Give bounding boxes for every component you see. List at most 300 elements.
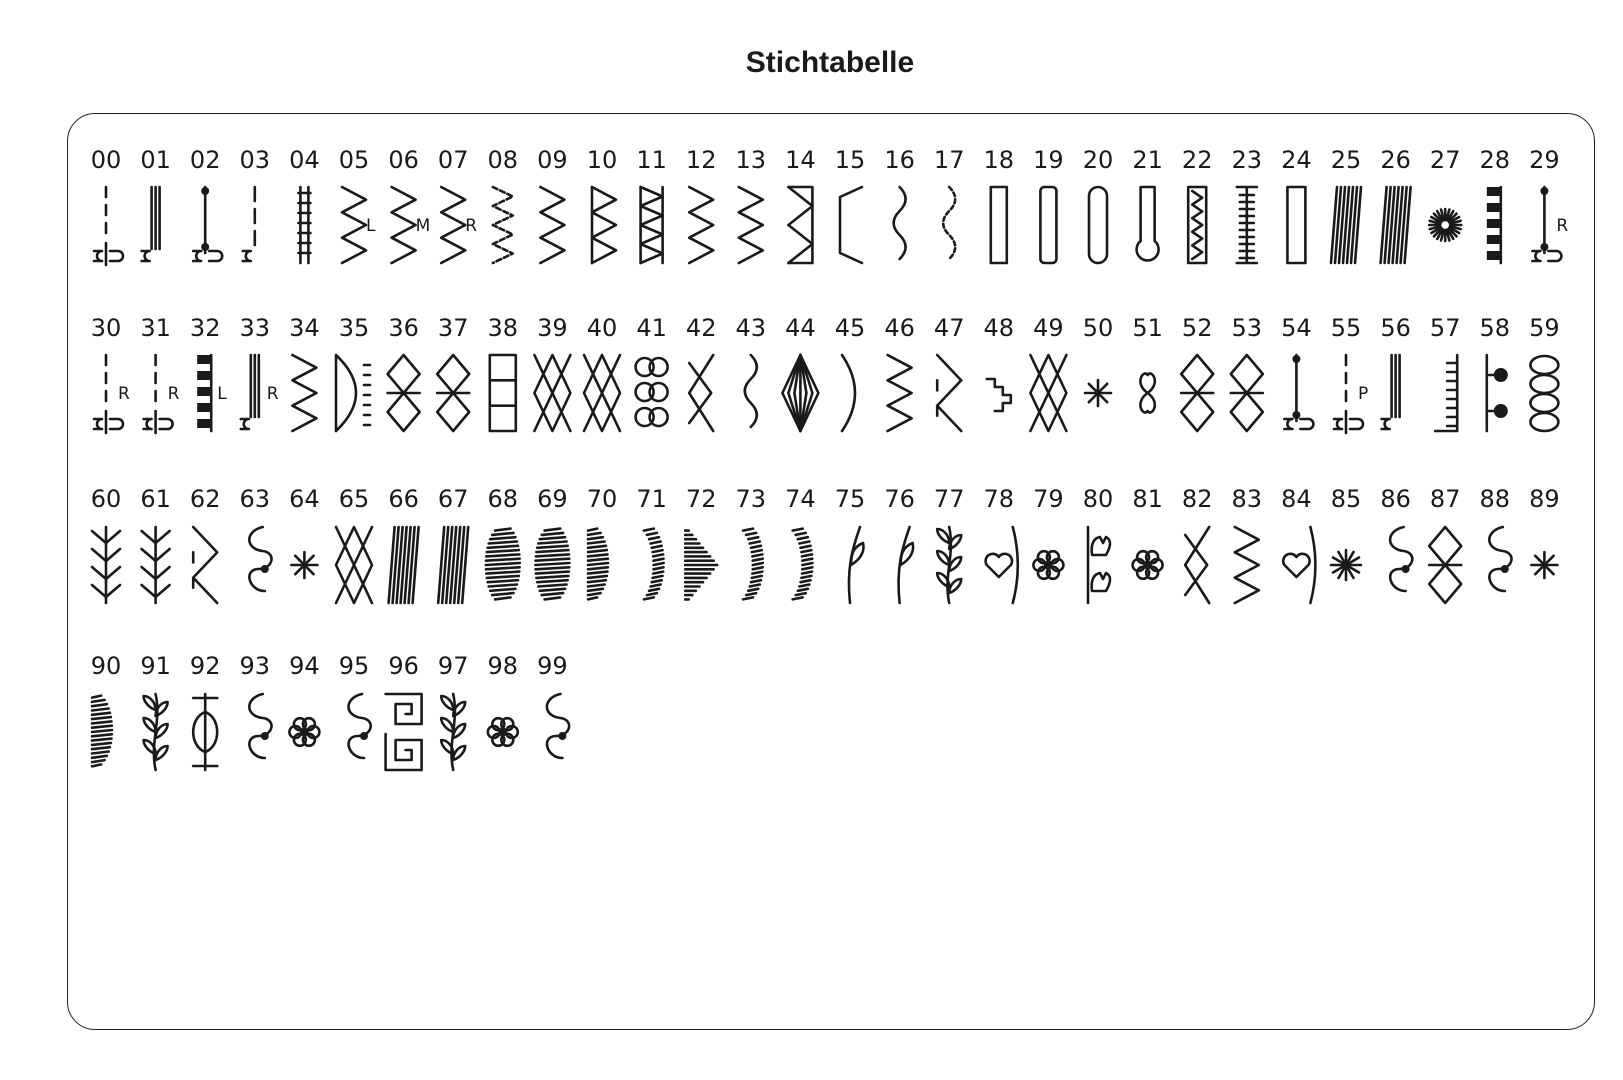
stitch-54 xyxy=(1281,314,1313,429)
stitch-57 xyxy=(1430,314,1461,431)
diamond-stitch-icon xyxy=(1231,355,1263,431)
stitch-17 xyxy=(934,146,965,259)
leaf-stitch-icon xyxy=(899,527,914,603)
stitch-number: 47 xyxy=(933,314,965,342)
star-stitch-icon xyxy=(1085,380,1111,406)
buttonhole-square-icon xyxy=(991,187,1007,263)
stitch-number: 66 xyxy=(388,485,419,513)
stitch-27 xyxy=(1429,146,1461,241)
stitch-number: 65 xyxy=(338,485,370,513)
zigzag-stitch-icon xyxy=(888,355,912,431)
stitch-number: 19 xyxy=(1033,146,1064,174)
stitch-13 xyxy=(736,146,767,263)
stitch-position-letter: L xyxy=(217,384,227,404)
stitch-number: 55 xyxy=(1330,314,1362,342)
stitch-06 xyxy=(388,146,430,263)
vine-stitch-icon xyxy=(441,694,465,770)
stitch-number: 84 xyxy=(1281,485,1312,513)
stitch-number: 04 xyxy=(289,146,320,174)
ball-stitch-icon xyxy=(1487,355,1508,431)
comb-stitch-icon xyxy=(1435,355,1457,431)
stitch-00 xyxy=(91,146,123,265)
stitch-number: 61 xyxy=(140,485,171,513)
stitch-number: 82 xyxy=(1181,485,1213,513)
buttonhole-oval-icon xyxy=(1089,187,1107,263)
zigzag-stitch-icon xyxy=(441,187,465,263)
satin-stitch-icon xyxy=(1381,187,1411,263)
eyelet-stitch-icon xyxy=(1429,209,1461,241)
stitch-number: 00 xyxy=(90,146,122,174)
stitch-16 xyxy=(884,146,915,259)
stitch-number: 72 xyxy=(685,485,717,513)
stitch-number: 87 xyxy=(1429,485,1461,513)
scallop-stitch-icon xyxy=(336,355,370,431)
tulip-stitch-icon xyxy=(1088,527,1110,603)
stitch-93 xyxy=(240,652,272,758)
block-stitch-icon xyxy=(197,355,211,431)
stitch-number: 29 xyxy=(1529,146,1560,174)
zigzag-stitch-icon xyxy=(1235,527,1259,603)
dotted-wave-stitch-icon xyxy=(943,187,955,259)
cross-hatch-stitch-icon xyxy=(336,527,372,603)
buttonhole-plain-icon xyxy=(1287,187,1305,263)
straight-stitch-triple-icon xyxy=(142,187,160,261)
stitch-55 xyxy=(1331,314,1369,433)
stitch-26 xyxy=(1380,146,1411,263)
stitch-70 xyxy=(587,485,618,599)
stitch-90 xyxy=(91,652,122,766)
stitch-position-letter: R xyxy=(1556,216,1569,236)
scroll-stitch-icon xyxy=(1489,527,1511,591)
stitch-28 xyxy=(1480,146,1511,263)
stitch-85 xyxy=(1331,485,1362,580)
heart-stitch-icon xyxy=(1283,527,1315,603)
multi-zigzag-icon xyxy=(493,187,513,263)
stitch-39 xyxy=(534,314,570,431)
stitch-51 xyxy=(1132,314,1163,412)
scroll-stitch-icon xyxy=(249,527,271,591)
stitch-69 xyxy=(535,485,569,599)
figure-eight-stitch-icon xyxy=(1140,374,1154,413)
stitch-83 xyxy=(1232,485,1263,603)
stitch-number: 74 xyxy=(785,485,816,513)
stitch-66 xyxy=(388,485,419,603)
stitch-number: 11 xyxy=(636,146,667,174)
stitch-number: 98 xyxy=(487,652,519,680)
stitch-68 xyxy=(486,485,520,599)
stitch-number: 15 xyxy=(834,146,866,174)
stitch-number: 59 xyxy=(1529,314,1560,342)
stitch-number: 05 xyxy=(338,146,370,174)
stitch-number: 92 xyxy=(189,652,221,680)
stitch-number: 95 xyxy=(338,652,370,680)
stitch-08 xyxy=(488,146,519,263)
stitch-number: 37 xyxy=(437,314,469,342)
stitch-number: 33 xyxy=(239,314,271,342)
stitch-23 xyxy=(1232,146,1263,263)
stitch-number: 81 xyxy=(1132,485,1163,513)
block-stitch-icon xyxy=(1487,187,1501,263)
zigzag-stitch-icon xyxy=(392,187,416,263)
stitch-number: 57 xyxy=(1429,314,1461,342)
stitch-31 xyxy=(140,314,179,433)
stitch-number: 83 xyxy=(1231,485,1263,513)
stitch-87 xyxy=(1429,485,1461,603)
stitch-37 xyxy=(437,314,469,431)
page-title: Stichtabelle xyxy=(745,46,915,79)
stitch-41 xyxy=(636,314,668,426)
zigzag-stitch-icon xyxy=(739,187,763,263)
stitch-65 xyxy=(336,485,372,603)
star-stitch-icon xyxy=(1531,552,1557,578)
stitch-number: 94 xyxy=(289,652,320,680)
arrow-stitch-icon xyxy=(689,355,713,431)
stitch-number: 77 xyxy=(933,485,965,513)
stitch-position-letter: R xyxy=(118,384,130,404)
stitch-98 xyxy=(488,652,519,746)
stitch-91 xyxy=(140,652,171,770)
stitch-94 xyxy=(289,652,320,746)
stitch-18 xyxy=(984,146,1015,263)
stitch-number: 46 xyxy=(884,314,915,342)
stitch-number: 24 xyxy=(1281,146,1312,174)
stitch-number: 70 xyxy=(586,485,618,513)
stitch-number: 51 xyxy=(1132,314,1163,342)
stitch-03 xyxy=(240,146,271,261)
stitch-15 xyxy=(835,146,866,263)
stitch-42 xyxy=(686,314,717,431)
stitch-24 xyxy=(1281,146,1312,263)
straight-stitch-triple-icon xyxy=(1382,355,1400,429)
stitch-21 xyxy=(1132,146,1163,260)
stitch-number: 96 xyxy=(388,652,419,680)
greek-key-stitch-icon xyxy=(386,694,422,770)
flower-stitch-icon xyxy=(289,718,319,746)
stitch-29 xyxy=(1529,146,1568,261)
stitch-14 xyxy=(785,146,816,263)
ladder-stitch-icon xyxy=(490,355,516,431)
heart-stitch-icon xyxy=(986,527,1018,603)
stitch-76 xyxy=(884,485,915,603)
stitch-67 xyxy=(438,485,469,603)
fan-stitch-icon xyxy=(782,355,818,431)
stitch-number: 75 xyxy=(834,485,866,513)
stitch-number: 03 xyxy=(239,146,271,174)
straight-stitch-long-icon xyxy=(243,187,255,261)
stitch-position-letter: M xyxy=(415,216,431,236)
star-stitch-icon xyxy=(291,552,317,578)
straight-stitch-stretch-icon xyxy=(298,187,310,263)
stitch-78 xyxy=(984,485,1018,603)
stitch-number: 58 xyxy=(1479,314,1511,342)
stitch-32 xyxy=(190,314,227,431)
stitch-73 xyxy=(736,485,767,599)
scroll-stitch-icon xyxy=(249,694,271,758)
stitch-60 xyxy=(91,485,122,603)
zigzag-stitch-icon xyxy=(540,187,564,263)
stitch-number: 31 xyxy=(140,314,171,342)
stitch-number: 23 xyxy=(1231,146,1263,174)
stitch-number: 50 xyxy=(1082,314,1114,342)
stitch-number: 01 xyxy=(140,146,171,174)
stitch-09 xyxy=(537,146,568,263)
stitch-56 xyxy=(1380,314,1411,429)
stitch-30 xyxy=(91,314,130,433)
stitch-position-letter: L xyxy=(366,216,376,236)
stitch-position-letter: P xyxy=(1358,384,1369,404)
stitch-number: 30 xyxy=(90,314,122,342)
straight-stitch-left-icon xyxy=(94,187,123,265)
stitch-number: 69 xyxy=(537,485,568,513)
stitch-53 xyxy=(1231,314,1263,431)
stitch-number: 39 xyxy=(537,314,568,342)
stitch-95 xyxy=(339,652,371,758)
diamond-stitch-icon xyxy=(1181,355,1213,431)
stitch-02 xyxy=(190,146,222,261)
loop-stitch-icon xyxy=(1530,356,1558,431)
stitch-number: 99 xyxy=(537,652,568,680)
stitch-number: 76 xyxy=(884,485,915,513)
stitch-80 xyxy=(1083,485,1114,603)
stitch-11 xyxy=(636,146,667,263)
buttonhole-keyhole-icon xyxy=(1137,187,1159,260)
stitch-34 xyxy=(289,314,320,431)
stitch-number: 68 xyxy=(487,485,519,513)
stitch-19 xyxy=(1033,146,1064,263)
stitch-96 xyxy=(386,652,422,770)
stitch-50 xyxy=(1083,314,1114,406)
ornament-stitch-icon xyxy=(193,694,217,770)
stitch-number: 14 xyxy=(785,146,816,174)
stitch-25 xyxy=(1331,146,1362,263)
stitch-number: 52 xyxy=(1181,314,1213,342)
stitch-81 xyxy=(1132,485,1163,579)
stitch-position-letter: R xyxy=(266,384,279,404)
stitch-number: 26 xyxy=(1380,146,1411,174)
stitch-number: 21 xyxy=(1132,146,1163,174)
stitch-75 xyxy=(835,485,866,603)
stitch-07 xyxy=(438,146,477,263)
stitch-number: 62 xyxy=(189,485,221,513)
stitch-number: 38 xyxy=(487,314,519,342)
zigzag-stitch-icon xyxy=(689,187,713,263)
scroll-stitch-icon xyxy=(547,694,569,758)
stitch-number: 28 xyxy=(1479,146,1511,174)
stitch-number: 89 xyxy=(1529,485,1560,513)
stitch-number: 20 xyxy=(1082,146,1114,174)
stitch-05 xyxy=(339,146,376,263)
flower-stitch-icon xyxy=(488,718,518,746)
step-stitch-icon xyxy=(987,379,1011,411)
stitch-number: 79 xyxy=(1033,485,1064,513)
stitch-46 xyxy=(884,314,915,431)
stitch-number: 40 xyxy=(586,314,618,342)
stitch-49 xyxy=(1030,314,1066,431)
stitch-89 xyxy=(1529,485,1560,578)
stitch-number: 91 xyxy=(140,652,171,680)
cross-hatch-stitch-icon xyxy=(584,355,620,431)
stitch-number: 78 xyxy=(983,485,1015,513)
satin-stitch-icon xyxy=(438,527,468,603)
cross-hatch-stitch-icon xyxy=(1030,355,1066,431)
overcast-stitch-icon xyxy=(788,187,812,263)
stitch-88 xyxy=(1480,485,1512,591)
stitch-number: 10 xyxy=(586,146,618,174)
wave-stitch-icon xyxy=(894,187,906,259)
stitch-number: 71 xyxy=(636,485,667,513)
stitch-82 xyxy=(1182,485,1213,603)
stitch-04 xyxy=(289,146,320,263)
satin-crescent-stitch-icon xyxy=(743,529,763,600)
buttonhole-round-icon xyxy=(1040,187,1056,263)
stitch-number: 93 xyxy=(239,652,271,680)
stitch-number: 67 xyxy=(437,485,469,513)
stitch-35 xyxy=(336,314,370,431)
stitch-number: 16 xyxy=(884,146,915,174)
leaf-stitch-icon xyxy=(849,527,864,603)
stitch-86 xyxy=(1380,485,1412,591)
satin-crescent-stitch-icon xyxy=(793,529,813,600)
stitch-number: 44 xyxy=(785,314,816,342)
vine-stitch-icon xyxy=(144,694,168,770)
stitch-59 xyxy=(1529,314,1560,431)
satin-half-moon-stitch-icon xyxy=(588,529,608,600)
satin-stitch-icon xyxy=(389,527,419,603)
stitch-79 xyxy=(1033,485,1064,579)
stitch-number: 07 xyxy=(437,146,469,174)
chevron-stitch-icon xyxy=(937,355,961,431)
satin-oval-stitch-icon xyxy=(535,529,569,600)
satin-crescent-stitch-icon xyxy=(644,529,664,600)
stitch-number: 13 xyxy=(735,146,767,174)
flower-stitch-icon xyxy=(1033,551,1063,579)
stitch-number: 02 xyxy=(189,146,221,174)
wave-stitch-icon xyxy=(745,355,757,427)
stitch-number: 36 xyxy=(388,314,419,342)
straight-stitch-triple-icon xyxy=(241,355,259,429)
stitch-47 xyxy=(934,314,965,431)
flower-stitch-icon xyxy=(1133,551,1163,579)
stitch-number: 88 xyxy=(1479,485,1511,513)
satin-stitch-icon xyxy=(1331,187,1361,263)
stitch-61 xyxy=(140,485,171,603)
stitch-number: 45 xyxy=(834,314,866,342)
overlock-stitch-icon xyxy=(592,187,616,263)
stitch-77 xyxy=(934,485,965,603)
satin-half-moon-stitch-icon xyxy=(92,696,112,767)
stitch-number: 22 xyxy=(1181,146,1213,174)
straight-stitch-center-icon xyxy=(1284,355,1313,429)
stitch-22 xyxy=(1182,146,1213,263)
stitch-62 xyxy=(190,485,221,603)
stitch-92 xyxy=(190,652,221,770)
stitch-38 xyxy=(488,314,519,431)
diamond-stitch-icon xyxy=(388,355,420,431)
stitch-64 xyxy=(289,485,320,578)
straight-stitch-center-icon xyxy=(193,187,222,261)
cross-hatch-stitch-icon xyxy=(534,355,570,431)
zigzag-stitch-icon xyxy=(292,355,316,431)
scroll-stitch-icon xyxy=(1390,527,1412,591)
bartack-stitch-icon xyxy=(1237,187,1257,263)
blind-hem-stitch-icon xyxy=(840,187,862,263)
stitch-number: 48 xyxy=(983,314,1015,342)
satin-triangle-stitch-icon xyxy=(685,531,717,600)
stitch-number: 43 xyxy=(735,314,767,342)
stitch-10 xyxy=(587,146,618,263)
stitch-number: 09 xyxy=(537,146,568,174)
stitch-number: 60 xyxy=(90,485,122,513)
stitch-number: 63 xyxy=(239,485,271,513)
stitch-number: 42 xyxy=(685,314,717,342)
stitch-number: 53 xyxy=(1231,314,1263,342)
feather-stitch-icon xyxy=(142,527,170,603)
stitch-72 xyxy=(685,485,717,599)
stitch-number: 06 xyxy=(388,146,419,174)
stitch-33 xyxy=(240,314,279,429)
stitch-position-letter: R xyxy=(167,384,180,404)
stitch-number: 49 xyxy=(1033,314,1064,342)
stitch-number: 34 xyxy=(289,314,320,342)
stitch-number: 41 xyxy=(636,314,667,342)
stitch-number: 27 xyxy=(1429,146,1461,174)
stitch-number: 32 xyxy=(189,314,221,342)
stitch-number: 80 xyxy=(1082,485,1114,513)
stitch-20 xyxy=(1083,146,1114,263)
stitch-number: 86 xyxy=(1380,485,1411,513)
stitch-45 xyxy=(835,314,866,431)
stitch-number: 25 xyxy=(1330,146,1362,174)
stitch-52 xyxy=(1181,314,1213,431)
stitch-84 xyxy=(1281,485,1315,603)
stitch-43 xyxy=(736,314,767,427)
stitch-number: 85 xyxy=(1330,485,1362,513)
stitch-97 xyxy=(438,652,469,770)
stitch-number: 12 xyxy=(685,146,717,174)
diamond-stitch-icon xyxy=(1429,527,1461,603)
stitch-number: 17 xyxy=(933,146,965,174)
stitch-63 xyxy=(240,485,272,591)
stitch-number: 97 xyxy=(437,652,469,680)
zigzag-stitch-icon xyxy=(342,187,366,263)
stitch-number: 73 xyxy=(735,485,767,513)
stitch-position-letter: R xyxy=(465,216,478,236)
stitch-74 xyxy=(785,485,816,599)
arrow-stitch-icon xyxy=(1185,527,1209,603)
stitch-number: 54 xyxy=(1281,314,1312,342)
stitch-number: 18 xyxy=(983,146,1015,174)
triple-zigzag-icon xyxy=(641,187,663,263)
chevron-stitch-icon xyxy=(193,527,217,603)
stitch-99 xyxy=(537,652,569,758)
diamond-stitch-icon xyxy=(437,355,469,431)
stitch-71 xyxy=(636,485,667,599)
stitch-58 xyxy=(1480,314,1511,431)
snowflake-stitch-icon xyxy=(1331,550,1361,580)
stitch-number: 35 xyxy=(338,314,370,342)
arc-stitch-icon xyxy=(842,355,855,431)
scroll-stitch-icon xyxy=(349,694,371,758)
stitch-01 xyxy=(140,146,171,261)
stitch-number: 08 xyxy=(487,146,519,174)
stitch-48 xyxy=(984,314,1015,411)
vine-stitch-icon xyxy=(937,527,961,603)
shell-stitch-icon xyxy=(636,358,668,426)
stitch-number: 64 xyxy=(289,485,320,513)
stitch-12 xyxy=(686,146,717,263)
stitch-36 xyxy=(388,314,420,431)
stitch-number: 56 xyxy=(1380,314,1411,342)
